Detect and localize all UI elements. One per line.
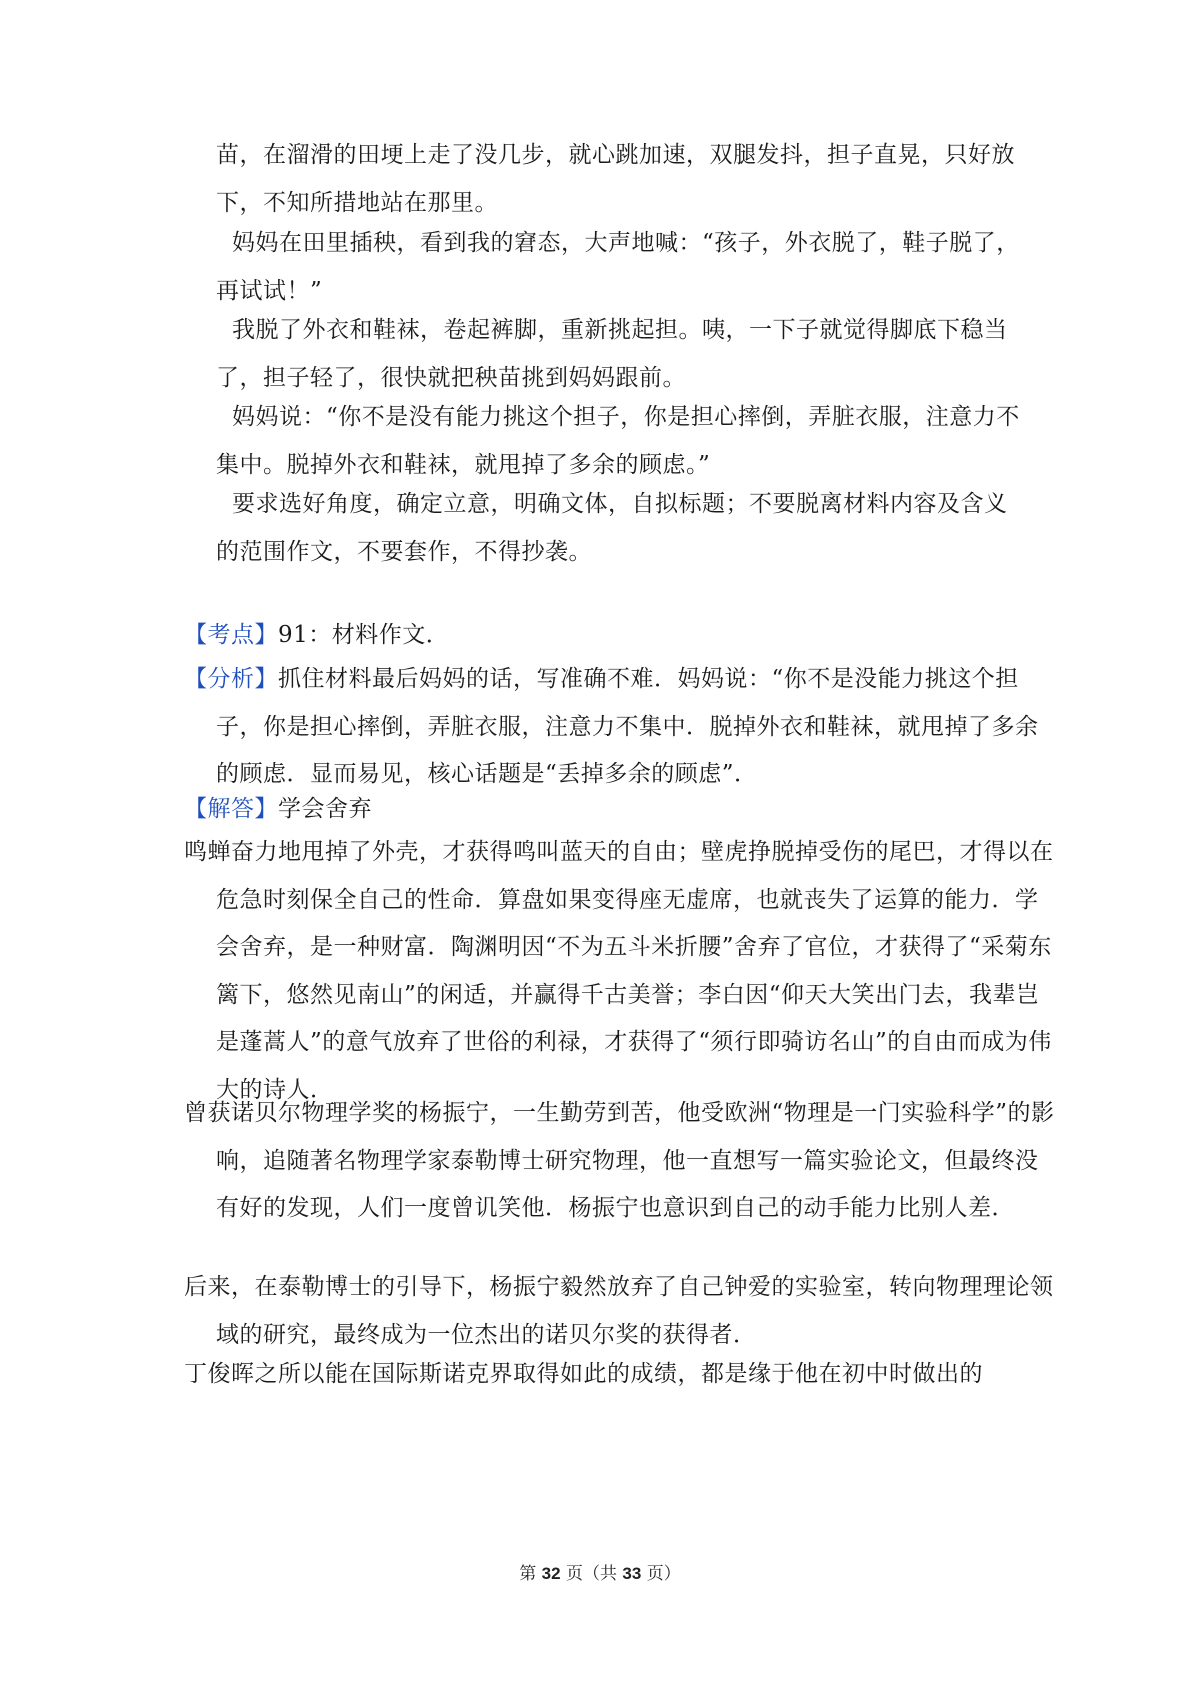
footer-prefix: 第 [519, 1564, 537, 1584]
essay-paragraph-4: 丁俊晖之所以能在国际斯诺克界取得如此的成绩，都是缘于他在初中时做出的 [184, 1361, 983, 1387]
footer-total-pages: 33 [622, 1564, 642, 1583]
essay-paragraph-2: 曾获诺贝尔物理学奖的杨振宁，一生勤劳到苦，他受欧洲“物理是一门实验科学”的影响，追随著名物理学家泰勒博士研究物理，他一直想写一篇实验论文，但最终没有好的发现，人们一度曾讥笑他．杨振宁也意识到自己的动手能力比别人差． [184, 1100, 1055, 1221]
material-requirements: 要求选好角度，确定立意，明确文体，自拟标题；不要脱离材料内容及含义的范围作文，不要套作，不得抄袭。 [216, 491, 1008, 565]
kaodian-label: 【考点】 [184, 622, 278, 648]
jieda-section [184, 786, 1058, 834]
fenxi-section [184, 656, 1058, 799]
footer-page-number: 32 [541, 1564, 561, 1583]
footer-middle: 页（共 [566, 1564, 617, 1584]
essay-paragraph-3: 后来，在泰勒博士的引导下，杨振宁毅然放弃了自己钟爱的实验室，转向物理理论领域的研究，最终成为一位杰出的诺贝尔奖的获得者． [184, 1274, 1054, 1348]
footer-suffix: 页） [646, 1564, 681, 1584]
material-paragraph-2: 妈妈在田里插秧，看到我的窘态，大声地喊：“孩子，外衣脱了，鞋子脱了，再试试！” [216, 230, 1020, 304]
fenxi-text: 抓住材料最后妈妈的话，写准确不难．妈妈说：“你不是没能力挑这个担子，你是担心摔倒，弄脏衣服，注意力不集中．脱掉外衣和鞋袜，就甩掉了多余的顾虑．显而易见，核心话题是“丢掉多余的顾虑”． [216, 666, 1039, 787]
essay-paragraph-1: 鸣蝉奋力地甩掉了外壳，才获得鸣叫蓝天的自由；壁虎挣脱掉受伤的尾巴，才得以在危急时刻保全自己的性命．算盘如果变得座无虚席，也就丧失了运算的能力．学会舍弃，是一种财富．陶渊明因“不为五斗米折腰”舍弃了官位，才获得了“采菊东篱下，悠然见南山”的闲适，并赢得千古美誉；李白因“仰天大笑出门去，我辈岂是蓬蒿人”的意气放弃了世俗的利禄，才获得了“须行即骑访名山”的自由而成为伟大的诗人． [184, 839, 1054, 1103]
page-footer [0, 1559, 1200, 1584]
fenxi-label: 【分析】 [184, 666, 278, 692]
jieda-label: 【解答】 [184, 796, 278, 822]
jieda-text: 学会舍弃 [278, 796, 372, 822]
material-paragraph-3: 我脱了外衣和鞋袜，卷起裤脚，重新挑起担。咦，一下子就觉得脚底下稳当了，担子轻了，很快就把秧苗挑到妈妈跟前。 [216, 317, 1008, 391]
kaodian-text: 91：材料作文． [278, 622, 450, 648]
material-paragraph-4: 妈妈说：“你不是没有能力挑这个担子，你是担心摔倒，弄脏衣服，注意力不集中。脱掉外衣和鞋袜，就甩掉了多余的顾虑。” [216, 404, 1020, 478]
material-paragraph-1: 苗，在溜滑的田埂上走了没几步，就心跳加速，双腿发抖，担子直晃，只好放下，不知所措地站在那里。 [216, 142, 1015, 216]
kaodian-section [184, 612, 1058, 660]
